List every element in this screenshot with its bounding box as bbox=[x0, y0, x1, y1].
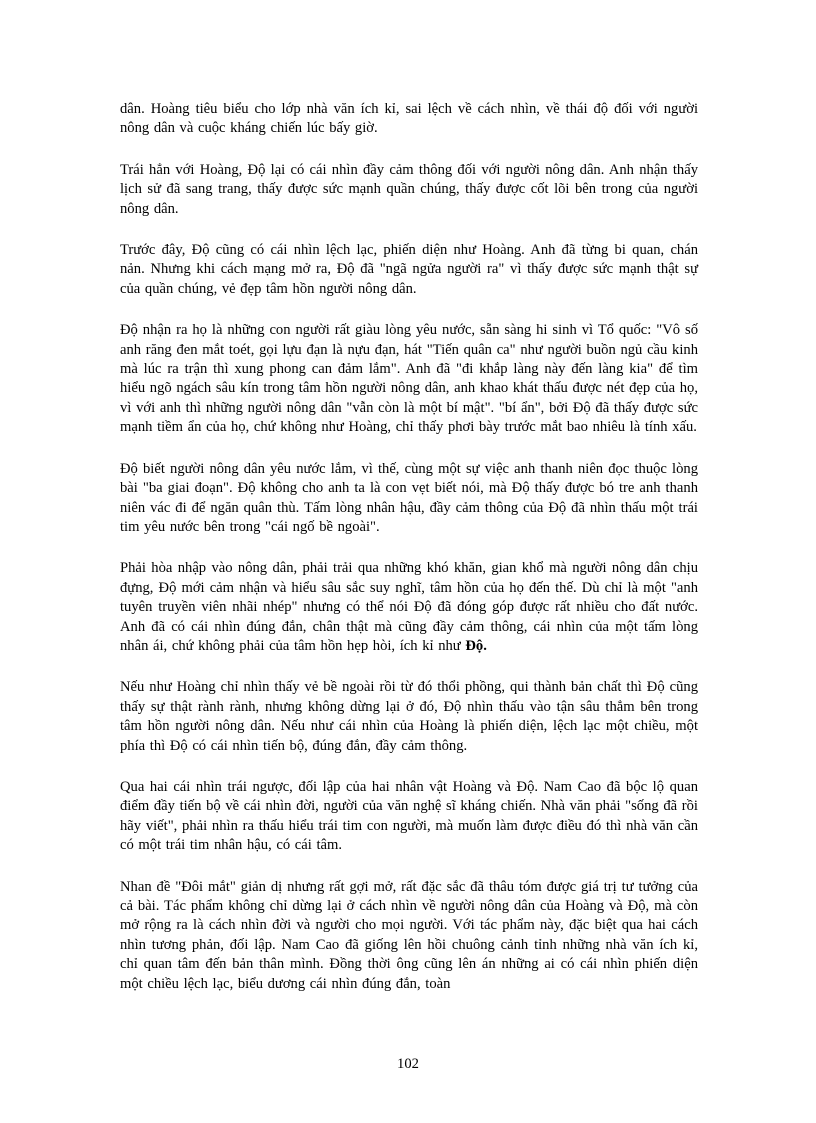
page-body bbox=[120, 100, 698, 1016]
paragraph-5: Độ biết người nông dân yêu nước lắm, vì thế, cùng một sự việc anh thanh niên đọc thuộc lòng bài "ba giai đoạn". Độ không cho anh ta là con vẹt biết nói, mà Độ thấy được bó tre anh thanh niên vác đi để ngăn quân thù. Tấm lòng nhân hậu, đầy cảm thông của Độ đã nhìn thấu một trái tim yêu nước bên trong "cái ngố bề ngoài". bbox=[120, 460, 698, 535]
paragraph-6-text: Phải hòa nhập vào nông dân, phải trải qua những khó khăn, gian khổ mà người nông dân chịu đựng, Độ mới cảm nhận và hiểu sâu sắc suy nghĩ, tâm hồn của họ đến thế. Dù chỉ là một "anh tuyên truyền viên nhãi nhép" nhưng có thể nói Độ đã đóng góp được rất nhiều cho đất nước. Anh đã có cái nhìn đúng đắn, chân thật mà cũng đầy cảm thông, cái nhìn của một tấm lòng nhân ái, chứ không phải của tâm hồn hẹp hòi, ích kỉ như bbox=[120, 560, 698, 654]
paragraph-6 bbox=[120, 559, 698, 656]
paragraph-1: dân. Hoàng tiêu biểu cho lớp nhà văn ích kỉ, sai lệch về cách nhìn, về thái độ đối với người nông dân và cuộc kháng chiến lúc bấy giờ. bbox=[120, 101, 698, 137]
paragraph-2: Trái hẳn với Hoàng, Độ lại có cái nhìn đầy cảm thông đối với người nông dân. Anh nhận thấy lịch sử đã sang trang, thấy được sức mạnh quần chúng, thấy được cốt lõi bên trong của người nông dân. bbox=[120, 161, 698, 217]
paragraph-7: Nếu như Hoàng chỉ nhìn thấy vẻ bề ngoài rồi từ đó thổi phồng, qui thành bản chất thì Độ cũng thấy sự thật rành rành, nhưng không dừng lại ở đó, Độ nhìn thấu vào tận sâu thẳm bên trong tâm hồn người nông dân. Nếu như cái nhìn của Hoàng là phiến diện, lệch lạc một chiều, một phía thì Độ có cái nhìn tiến bộ, đúng đắn, đầy cảm thông. bbox=[120, 679, 698, 754]
paragraph-6-bold-tail: Độ. bbox=[465, 637, 487, 654]
paragraph-3: Trước đây, Độ cũng có cái nhìn lệch lạc, phiến diện như Hoàng. Anh đã từng bi quan, chán nản. Nhưng khi cách mạng mở ra, Độ đã "ngã ngửa người ra" vì thấy được sức mạnh thật sự của quần chúng, vẻ đẹp tâm hồn người nông dân. bbox=[120, 242, 698, 297]
paragraph-8: Qua hai cái nhìn trái ngược, đối lập của hai nhân vật Hoàng và Độ. Nam Cao đã bộc lộ quan điểm đầy tiến bộ về cái nhìn đời, người của văn nghệ sĩ kháng chiến. Nhà văn phải "sống đã rồi hãy viết", phải nhìn ra thấu hiểu trái tim con người, mà muốn làm được điều đó thì nhà văn cần có một trái tim nhân hậu, có cái tâm. bbox=[120, 778, 698, 854]
paragraph-4: Độ nhận ra họ là những con người rất giàu lòng yêu nước, sẵn sàng hi sinh vì Tổ quốc: "Vô số anh răng đen mắt toét, gọi lựu đạn là nựu đạn, hát "Tiến quân ca" như người buồn ngủ cầu kinh mà lúc ra trận thì xung phong can đảm lắm". Anh đã "đi khắp làng này đến làng kia" để tìm hiểu ngõ ngách sâu kín trong tâm hồn người nông dân, anh khao khát thấu được nét đẹp của họ, vì với anh thì những người nông dân "vẫn còn là một bí mật". "bí ẩn", bởi Độ đã thấy được sức mạnh tiềm ẩn của họ, chứ không như Hoàng, chỉ thấy phơi bày trước mắt bao nhiêu là tính xấu. bbox=[120, 322, 698, 436]
page-number: 102 bbox=[397, 1056, 419, 1072]
paragraph-9: Nhan đề "Đôi mắt" giản dị nhưng rất gợi mở, rất đặc sắc đã thâu tóm được giá trị tư tưởng của cả bài. Tác phẩm không chỉ dừng lại ở cách nhìn về người nông dân của Hoàng và Độ, mà còn mở rộng ra là cách nhìn đời và người cho mọi người. Với tác phẩm này, đặc biệt qua hai cách nhìn tương phản, đối lập. Nam Cao đã giống lên hồi chuông cảnh tỉnh những nhà văn ích kỉ, chỉ quan tâm đến bản thân mình. Đồng thời ông cũng lên án những ai có cái nhìn phiến diện một chiều lệch lạc, biểu dương cái nhìn đúng đắn, toàn bbox=[120, 878, 698, 992]
